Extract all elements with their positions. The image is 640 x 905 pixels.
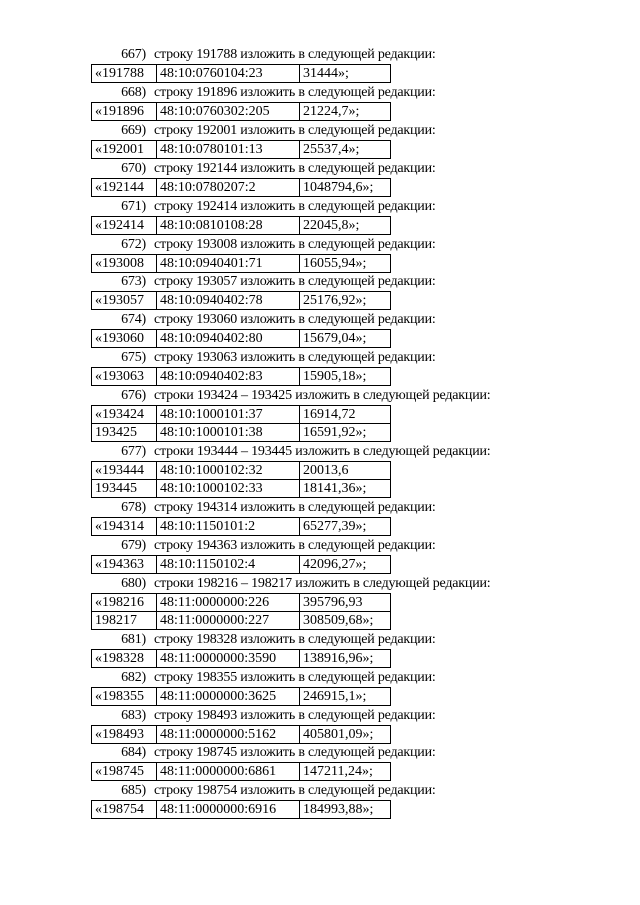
amendment-heading xyxy=(0,537,640,555)
amendment-table xyxy=(91,800,391,819)
amendment-item xyxy=(0,707,640,744)
value-cell: 184993,88»; xyxy=(300,801,391,819)
row-number-cell: «192001 xyxy=(92,141,157,159)
amendment-item xyxy=(0,236,640,273)
cadastral-number-cell: 48:11:0000000:5162 xyxy=(157,726,300,744)
item-instruction: строку 192001 изложить в следующей редакции: xyxy=(154,123,436,138)
table-row xyxy=(92,330,391,348)
value-cell: 246915,1»; xyxy=(300,688,391,706)
item-number: 683) xyxy=(121,708,146,723)
amendment-table xyxy=(91,291,391,310)
table-row xyxy=(92,480,391,498)
cadastral-number-cell: 48:10:1150102:4 xyxy=(157,556,300,574)
value-cell: 147211,24»; xyxy=(300,763,391,781)
cadastral-number-cell: 48:10:0760302:205 xyxy=(157,103,300,121)
amendment-heading xyxy=(0,387,640,405)
cadastral-number-cell: 48:10:0940402:83 xyxy=(157,368,300,386)
amendment-table xyxy=(91,762,391,781)
table-row xyxy=(92,612,391,630)
value-cell: 18141,36»; xyxy=(300,480,391,498)
cadastral-number-cell: 48:10:0940402:78 xyxy=(157,292,300,310)
amendment-table xyxy=(91,555,391,574)
amendment-heading xyxy=(0,198,640,216)
item-number: 684) xyxy=(121,745,146,760)
amendment-item xyxy=(0,160,640,197)
amendment-item xyxy=(0,46,640,83)
value-cell: 16591,92»; xyxy=(300,424,391,442)
item-number: 685) xyxy=(121,783,146,798)
cadastral-number-cell: 48:11:0000000:226 xyxy=(157,594,300,612)
value-cell: 25176,92»; xyxy=(300,292,391,310)
value-cell: 16914,72 xyxy=(300,406,391,424)
amendment-table xyxy=(91,461,391,498)
amendment-item xyxy=(0,631,640,668)
item-number: 675) xyxy=(121,350,146,365)
amendment-heading xyxy=(0,236,640,254)
amendment-table xyxy=(91,405,391,442)
cadastral-number-cell: 48:10:0940402:80 xyxy=(157,330,300,348)
row-number-cell: «193444 xyxy=(92,462,157,480)
amendment-table xyxy=(91,216,391,235)
row-number-cell: «191896 xyxy=(92,103,157,121)
row-number-cell: 193425 xyxy=(92,424,157,442)
cadastral-number-cell: 48:10:1150101:2 xyxy=(157,518,300,536)
item-number: 674) xyxy=(121,312,146,327)
cadastral-number-cell: 48:11:0000000:6916 xyxy=(157,801,300,819)
row-number-cell: «193008 xyxy=(92,255,157,273)
value-cell: 395796,93 xyxy=(300,594,391,612)
table-row xyxy=(92,179,391,197)
amendment-item xyxy=(0,575,640,630)
amendment-table xyxy=(91,102,391,121)
item-instruction: строку 193008 изложить в следующей редакции: xyxy=(154,237,436,252)
table-row xyxy=(92,255,391,273)
amendment-table xyxy=(91,687,391,706)
value-cell: 20013,6 xyxy=(300,462,391,480)
value-cell: 1048794,6»; xyxy=(300,179,391,197)
item-number: 681) xyxy=(121,632,146,647)
value-cell: 42096,27»; xyxy=(300,556,391,574)
amendment-heading xyxy=(0,575,640,593)
item-number: 678) xyxy=(121,500,146,515)
row-number-cell: «192144 xyxy=(92,179,157,197)
row-number-cell: «193060 xyxy=(92,330,157,348)
amendment-item xyxy=(0,499,640,536)
cadastral-number-cell: 48:10:0780101:13 xyxy=(157,141,300,159)
amendment-heading xyxy=(0,782,640,800)
cadastral-number-cell: 48:10:0780207:2 xyxy=(157,179,300,197)
cadastral-number-cell: 48:11:0000000:227 xyxy=(157,612,300,630)
item-number: 673) xyxy=(121,274,146,289)
item-instruction: строку 193057 изложить в следующей редакции: xyxy=(154,274,436,289)
item-instruction: строку 192144 изложить в следующей редакции: xyxy=(154,161,436,176)
cadastral-number-cell: 48:10:1000101:38 xyxy=(157,424,300,442)
amendment-heading xyxy=(0,707,640,725)
value-cell: 21224,7»; xyxy=(300,103,391,121)
item-number: 670) xyxy=(121,161,146,176)
table-row xyxy=(92,594,391,612)
amendment-item xyxy=(0,122,640,159)
amendment-heading xyxy=(0,160,640,178)
table-row xyxy=(92,650,391,668)
row-number-cell: «191788 xyxy=(92,65,157,83)
amendment-heading xyxy=(0,744,640,762)
cadastral-number-cell: 48:10:1000102:32 xyxy=(157,462,300,480)
amendment-item xyxy=(0,198,640,235)
item-instruction: строку 194363 изложить в следующей редакции: xyxy=(154,538,436,553)
cadastral-number-cell: 48:10:0760104:23 xyxy=(157,65,300,83)
item-number: 668) xyxy=(121,85,146,100)
amendment-table xyxy=(91,725,391,744)
amendment-table xyxy=(91,593,391,630)
item-number: 680) xyxy=(121,576,146,591)
item-instruction: строки 193424 – 193425 изложить в следующей редакции: xyxy=(154,388,491,403)
value-cell: 15679,04»; xyxy=(300,330,391,348)
table-row xyxy=(92,518,391,536)
item-instruction: строку 193063 изложить в следующей редакции: xyxy=(154,350,436,365)
amendment-item xyxy=(0,782,640,819)
amendment-item xyxy=(0,349,640,386)
amendment-heading xyxy=(0,311,640,329)
amendment-table xyxy=(91,517,391,536)
amendment-item xyxy=(0,84,640,121)
amendment-heading xyxy=(0,273,640,291)
row-number-cell: «193424 xyxy=(92,406,157,424)
cadastral-number-cell: 48:11:0000000:6861 xyxy=(157,763,300,781)
row-number-cell: «192414 xyxy=(92,217,157,235)
table-row xyxy=(92,763,391,781)
value-cell: 15905,18»; xyxy=(300,368,391,386)
value-cell: 16055,94»; xyxy=(300,255,391,273)
item-instruction: строку 191896 изложить в следующей редакции: xyxy=(154,85,436,100)
table-row xyxy=(92,462,391,480)
amendment-heading xyxy=(0,46,640,64)
item-instruction: строку 198328 изложить в следующей редакции: xyxy=(154,632,436,647)
value-cell: 65277,39»; xyxy=(300,518,391,536)
table-row xyxy=(92,292,391,310)
value-cell: 22045,8»; xyxy=(300,217,391,235)
item-number: 667) xyxy=(121,47,146,62)
table-row xyxy=(92,103,391,121)
amendment-item xyxy=(0,669,640,706)
item-instruction: строку 191788 изложить в следующей редакции: xyxy=(154,47,436,62)
row-number-cell: «194363 xyxy=(92,556,157,574)
value-cell: 31444»; xyxy=(300,65,391,83)
row-number-cell: «198355 xyxy=(92,688,157,706)
row-number-cell: «198745 xyxy=(92,763,157,781)
value-cell: 25537,4»; xyxy=(300,141,391,159)
row-number-cell: «198493 xyxy=(92,726,157,744)
item-number: 672) xyxy=(121,237,146,252)
amendment-item xyxy=(0,443,640,498)
row-number-cell: «194314 xyxy=(92,518,157,536)
amendment-item xyxy=(0,311,640,348)
item-instruction: строку 193060 изложить в следующей редакции: xyxy=(154,312,436,327)
row-number-cell: «198328 xyxy=(92,650,157,668)
value-cell: 308509,68»; xyxy=(300,612,391,630)
item-number: 677) xyxy=(121,444,146,459)
table-row xyxy=(92,688,391,706)
table-row xyxy=(92,406,391,424)
amendment-table xyxy=(91,178,391,197)
row-number-cell: «193057 xyxy=(92,292,157,310)
row-number-cell: «198754 xyxy=(92,801,157,819)
item-instruction: строку 198493 изложить в следующей редакции: xyxy=(154,708,436,723)
row-number-cell: «198216 xyxy=(92,594,157,612)
table-row xyxy=(92,726,391,744)
amendment-table xyxy=(91,367,391,386)
amendment-heading xyxy=(0,443,640,461)
cadastral-number-cell: 48:10:0940401:71 xyxy=(157,255,300,273)
amendment-heading xyxy=(0,84,640,102)
item-instruction: строку 198745 изложить в следующей редакции: xyxy=(154,745,436,760)
table-row xyxy=(92,556,391,574)
item-number: 682) xyxy=(121,670,146,685)
table-row xyxy=(92,424,391,442)
amendment-heading xyxy=(0,669,640,687)
table-row xyxy=(92,217,391,235)
item-number: 676) xyxy=(121,388,146,403)
amendment-table xyxy=(91,329,391,348)
value-cell: 138916,96»; xyxy=(300,650,391,668)
item-instruction: строку 192414 изложить в следующей редакции: xyxy=(154,199,436,214)
item-number: 671) xyxy=(121,199,146,214)
row-number-cell: «193063 xyxy=(92,368,157,386)
table-row xyxy=(92,141,391,159)
item-number: 669) xyxy=(121,123,146,138)
cadastral-number-cell: 48:10:1000101:37 xyxy=(157,406,300,424)
amendment-table xyxy=(91,64,391,83)
item-number: 679) xyxy=(121,538,146,553)
amendment-heading xyxy=(0,499,640,517)
item-instruction: строку 198754 изложить в следующей редакции: xyxy=(154,783,436,798)
item-instruction: строку 198355 изложить в следующей редакции: xyxy=(154,670,436,685)
table-row xyxy=(92,801,391,819)
table-row xyxy=(92,65,391,83)
amendment-item xyxy=(0,387,640,442)
table-row xyxy=(92,368,391,386)
row-number-cell: 198217 xyxy=(92,612,157,630)
value-cell: 405801,09»; xyxy=(300,726,391,744)
cadastral-number-cell: 48:11:0000000:3625 xyxy=(157,688,300,706)
item-instruction: строки 198216 – 198217 изложить в следующей редакции: xyxy=(154,576,491,591)
amendment-item xyxy=(0,273,640,310)
amendment-item xyxy=(0,744,640,781)
amendment-heading xyxy=(0,349,640,367)
amendment-heading xyxy=(0,122,640,140)
row-number-cell: 193445 xyxy=(92,480,157,498)
item-instruction: строки 193444 – 193445 изложить в следующей редакции: xyxy=(154,444,491,459)
amendment-table xyxy=(91,140,391,159)
amendment-item xyxy=(0,537,640,574)
cadastral-number-cell: 48:10:1000102:33 xyxy=(157,480,300,498)
amendment-heading xyxy=(0,631,640,649)
cadastral-number-cell: 48:10:0810108:28 xyxy=(157,217,300,235)
item-instruction: строку 194314 изложить в следующей редакции: xyxy=(154,500,436,515)
amendment-table xyxy=(91,649,391,668)
cadastral-number-cell: 48:11:0000000:3590 xyxy=(157,650,300,668)
amendment-table xyxy=(91,254,391,273)
